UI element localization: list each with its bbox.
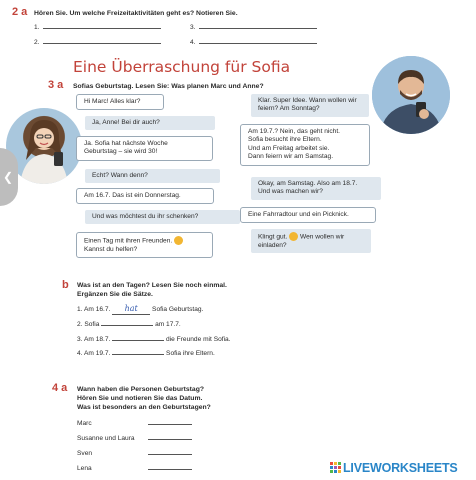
exercise-3a-instruction: Sofias Geburtstag. Lesen Sie: Was planen Marc und Anne? bbox=[73, 83, 264, 90]
exercise-4a-instruction-2: Hören Sie und notieren Sie das Datum. bbox=[77, 395, 203, 402]
bubble-text-line-2: feiern? Am Sonntag? bbox=[258, 105, 320, 113]
bubble-text-line-1: Einen Tag mit ihren Freunden. bbox=[84, 237, 173, 245]
date-field-4[interactable] bbox=[148, 469, 192, 470]
blank-number-4: 4. bbox=[190, 39, 196, 46]
blank-number-2: 2. bbox=[34, 39, 40, 46]
marc-illustration bbox=[372, 56, 450, 134]
exercise-2a-number: 2 a bbox=[12, 6, 28, 18]
date-field-2[interactable] bbox=[148, 439, 192, 440]
bubble-text: Hi Marc! Alles klar? bbox=[84, 98, 141, 105]
smiley-icon bbox=[174, 236, 183, 245]
chat-bubble-anne-1 bbox=[76, 94, 164, 110]
bubble-text-line-2: Sofia besucht ihre Eltern. bbox=[248, 136, 322, 144]
sentence-prefix: 3. Am 18.7. bbox=[77, 336, 111, 343]
date-field-1[interactable] bbox=[148, 424, 192, 425]
chat-bubble-anne-5 bbox=[76, 188, 214, 204]
bubble-text-line-1: Klar. Super Idee. Wann wollen wir bbox=[258, 97, 357, 104]
person-row-4 bbox=[77, 464, 192, 473]
bubble-text-line-2: einladen? bbox=[258, 241, 287, 249]
bubble-text-line-2: Geburtstag – sie wird 30! bbox=[84, 148, 158, 156]
answer-field-3[interactable] bbox=[112, 340, 164, 341]
bubble-text-line-2: Und was machen wir? bbox=[258, 188, 323, 196]
sentence-prefix: 1. Am 16.7. bbox=[77, 306, 111, 313]
bubble-text-line-1: Ja. Sofia hat nächste Woche bbox=[84, 140, 168, 147]
sentence-prefix: 4. Am 19.7. bbox=[77, 350, 111, 357]
bubble-text-line-2: Kannst du helfen? bbox=[84, 245, 138, 253]
answer-field-1[interactable] bbox=[112, 304, 150, 315]
blank-field-4[interactable] bbox=[199, 43, 317, 44]
bubble-text-line-1a: Klingt gut. bbox=[258, 233, 288, 241]
answer-field-2[interactable] bbox=[101, 325, 153, 326]
person-name: Marc bbox=[77, 420, 92, 427]
bubble-text-line-1: Am 19.7.? Nein, das geht nicht. bbox=[248, 128, 341, 135]
chat-bubble-marc-4 bbox=[85, 169, 220, 183]
bubble-text-line-1: Okay, am Samstag. Also am 18.7. bbox=[258, 180, 358, 187]
sentence-suffix: Sofia ihre Eltern. bbox=[166, 350, 215, 357]
person-row-2 bbox=[77, 434, 192, 443]
chat-bubble-anne-r2 bbox=[240, 124, 370, 166]
chat-bubble-marc-r1 bbox=[251, 94, 369, 117]
exercise-b-instruction-2: Ergänzen Sie die Sätze. bbox=[77, 291, 153, 298]
logo-text: LIVEWORKSHEETS bbox=[343, 461, 458, 475]
sentence-row-2 bbox=[77, 320, 181, 329]
bubble-text: Am 16.7. Das ist ein Donnerstag. bbox=[84, 192, 181, 199]
blank-number-3: 3. bbox=[190, 24, 196, 31]
bubble-text: Eine Fahrradtour und ein Picknick. bbox=[248, 211, 349, 218]
bubble-text: Ja, Anne! Bei dir auch? bbox=[92, 119, 160, 126]
liveworksheets-logo-icon bbox=[330, 462, 341, 473]
bubble-text-line-4: Dann feiern wir am Samstag. bbox=[248, 153, 334, 161]
chat-bubble-anne-7 bbox=[76, 232, 213, 258]
bubble-text-line-1b: Wen wollen wir bbox=[300, 233, 345, 241]
exercise-4a-instruction-3: Was ist besonders an den Geburtstagen? bbox=[77, 404, 211, 411]
chat-bubble-marc-2 bbox=[85, 116, 215, 130]
person-name: Sven bbox=[77, 450, 93, 457]
blank-row-4 bbox=[190, 38, 317, 47]
sentence-suffix: die Freunde mit Sofia. bbox=[166, 336, 231, 343]
blank-number-1: 1. bbox=[34, 24, 40, 31]
chat-bubble-marc-6 bbox=[85, 210, 240, 224]
answer-text: hat bbox=[124, 304, 138, 313]
marc-photo bbox=[372, 56, 450, 134]
blank-field-1[interactable] bbox=[43, 28, 161, 29]
sentence-row-4 bbox=[77, 349, 215, 358]
bubble-text-line-3: Und am Freitag arbeitet sie. bbox=[248, 144, 330, 152]
sentence-suffix: Sofia Geburtstag. bbox=[152, 306, 204, 313]
person-name: Susanne und Laura bbox=[77, 435, 135, 442]
bubble-text: Und was möchtest du ihr schenken? bbox=[92, 213, 199, 220]
smiley-icon bbox=[289, 232, 298, 241]
chat-bubble-anne-3 bbox=[76, 136, 213, 161]
person-row-1 bbox=[77, 419, 192, 428]
page-title: Eine Überraschung für Sofia bbox=[73, 58, 291, 76]
exercise-4a-number: 4 a bbox=[52, 382, 68, 394]
chat-bubble-anne-r4 bbox=[240, 207, 376, 223]
bubble-text: Echt? Wann denn? bbox=[92, 172, 148, 179]
sentence-row-1 bbox=[77, 304, 203, 315]
chat-bubble-marc-r3 bbox=[251, 177, 381, 200]
sentence-suffix: am 17.7. bbox=[155, 321, 181, 328]
person-name: Lena bbox=[77, 465, 92, 472]
exercise-b-instruction-1: Was ist an den Tagen? Lesen Sie noch einmal. bbox=[77, 282, 227, 289]
blank-field-3[interactable] bbox=[199, 28, 317, 29]
date-field-3[interactable] bbox=[148, 454, 192, 455]
exercise-2a-instruction: Hören Sie. Um welche Freizeitaktivitäten geht es? Notieren Sie. bbox=[34, 10, 238, 17]
blank-row-1 bbox=[34, 23, 161, 32]
exercise-b-number: b bbox=[62, 279, 69, 291]
chevron-left-icon[interactable]: ❮ bbox=[0, 148, 18, 206]
blank-row-2 bbox=[34, 38, 161, 47]
sentence-prefix: 2. Sofia bbox=[77, 321, 100, 328]
person-row-3 bbox=[77, 449, 192, 458]
exercise-3a-number: 3 a bbox=[48, 79, 64, 91]
sentence-row-3 bbox=[77, 335, 231, 344]
chat-bubble-marc-r5 bbox=[251, 229, 371, 253]
exercise-4a-instruction-1: Wann haben die Personen Geburtstag? bbox=[77, 386, 205, 393]
blank-row-3 bbox=[190, 23, 317, 32]
answer-field-4[interactable] bbox=[112, 354, 164, 355]
blank-field-2[interactable] bbox=[43, 43, 161, 44]
liveworksheets-logo[interactable] bbox=[330, 461, 458, 475]
